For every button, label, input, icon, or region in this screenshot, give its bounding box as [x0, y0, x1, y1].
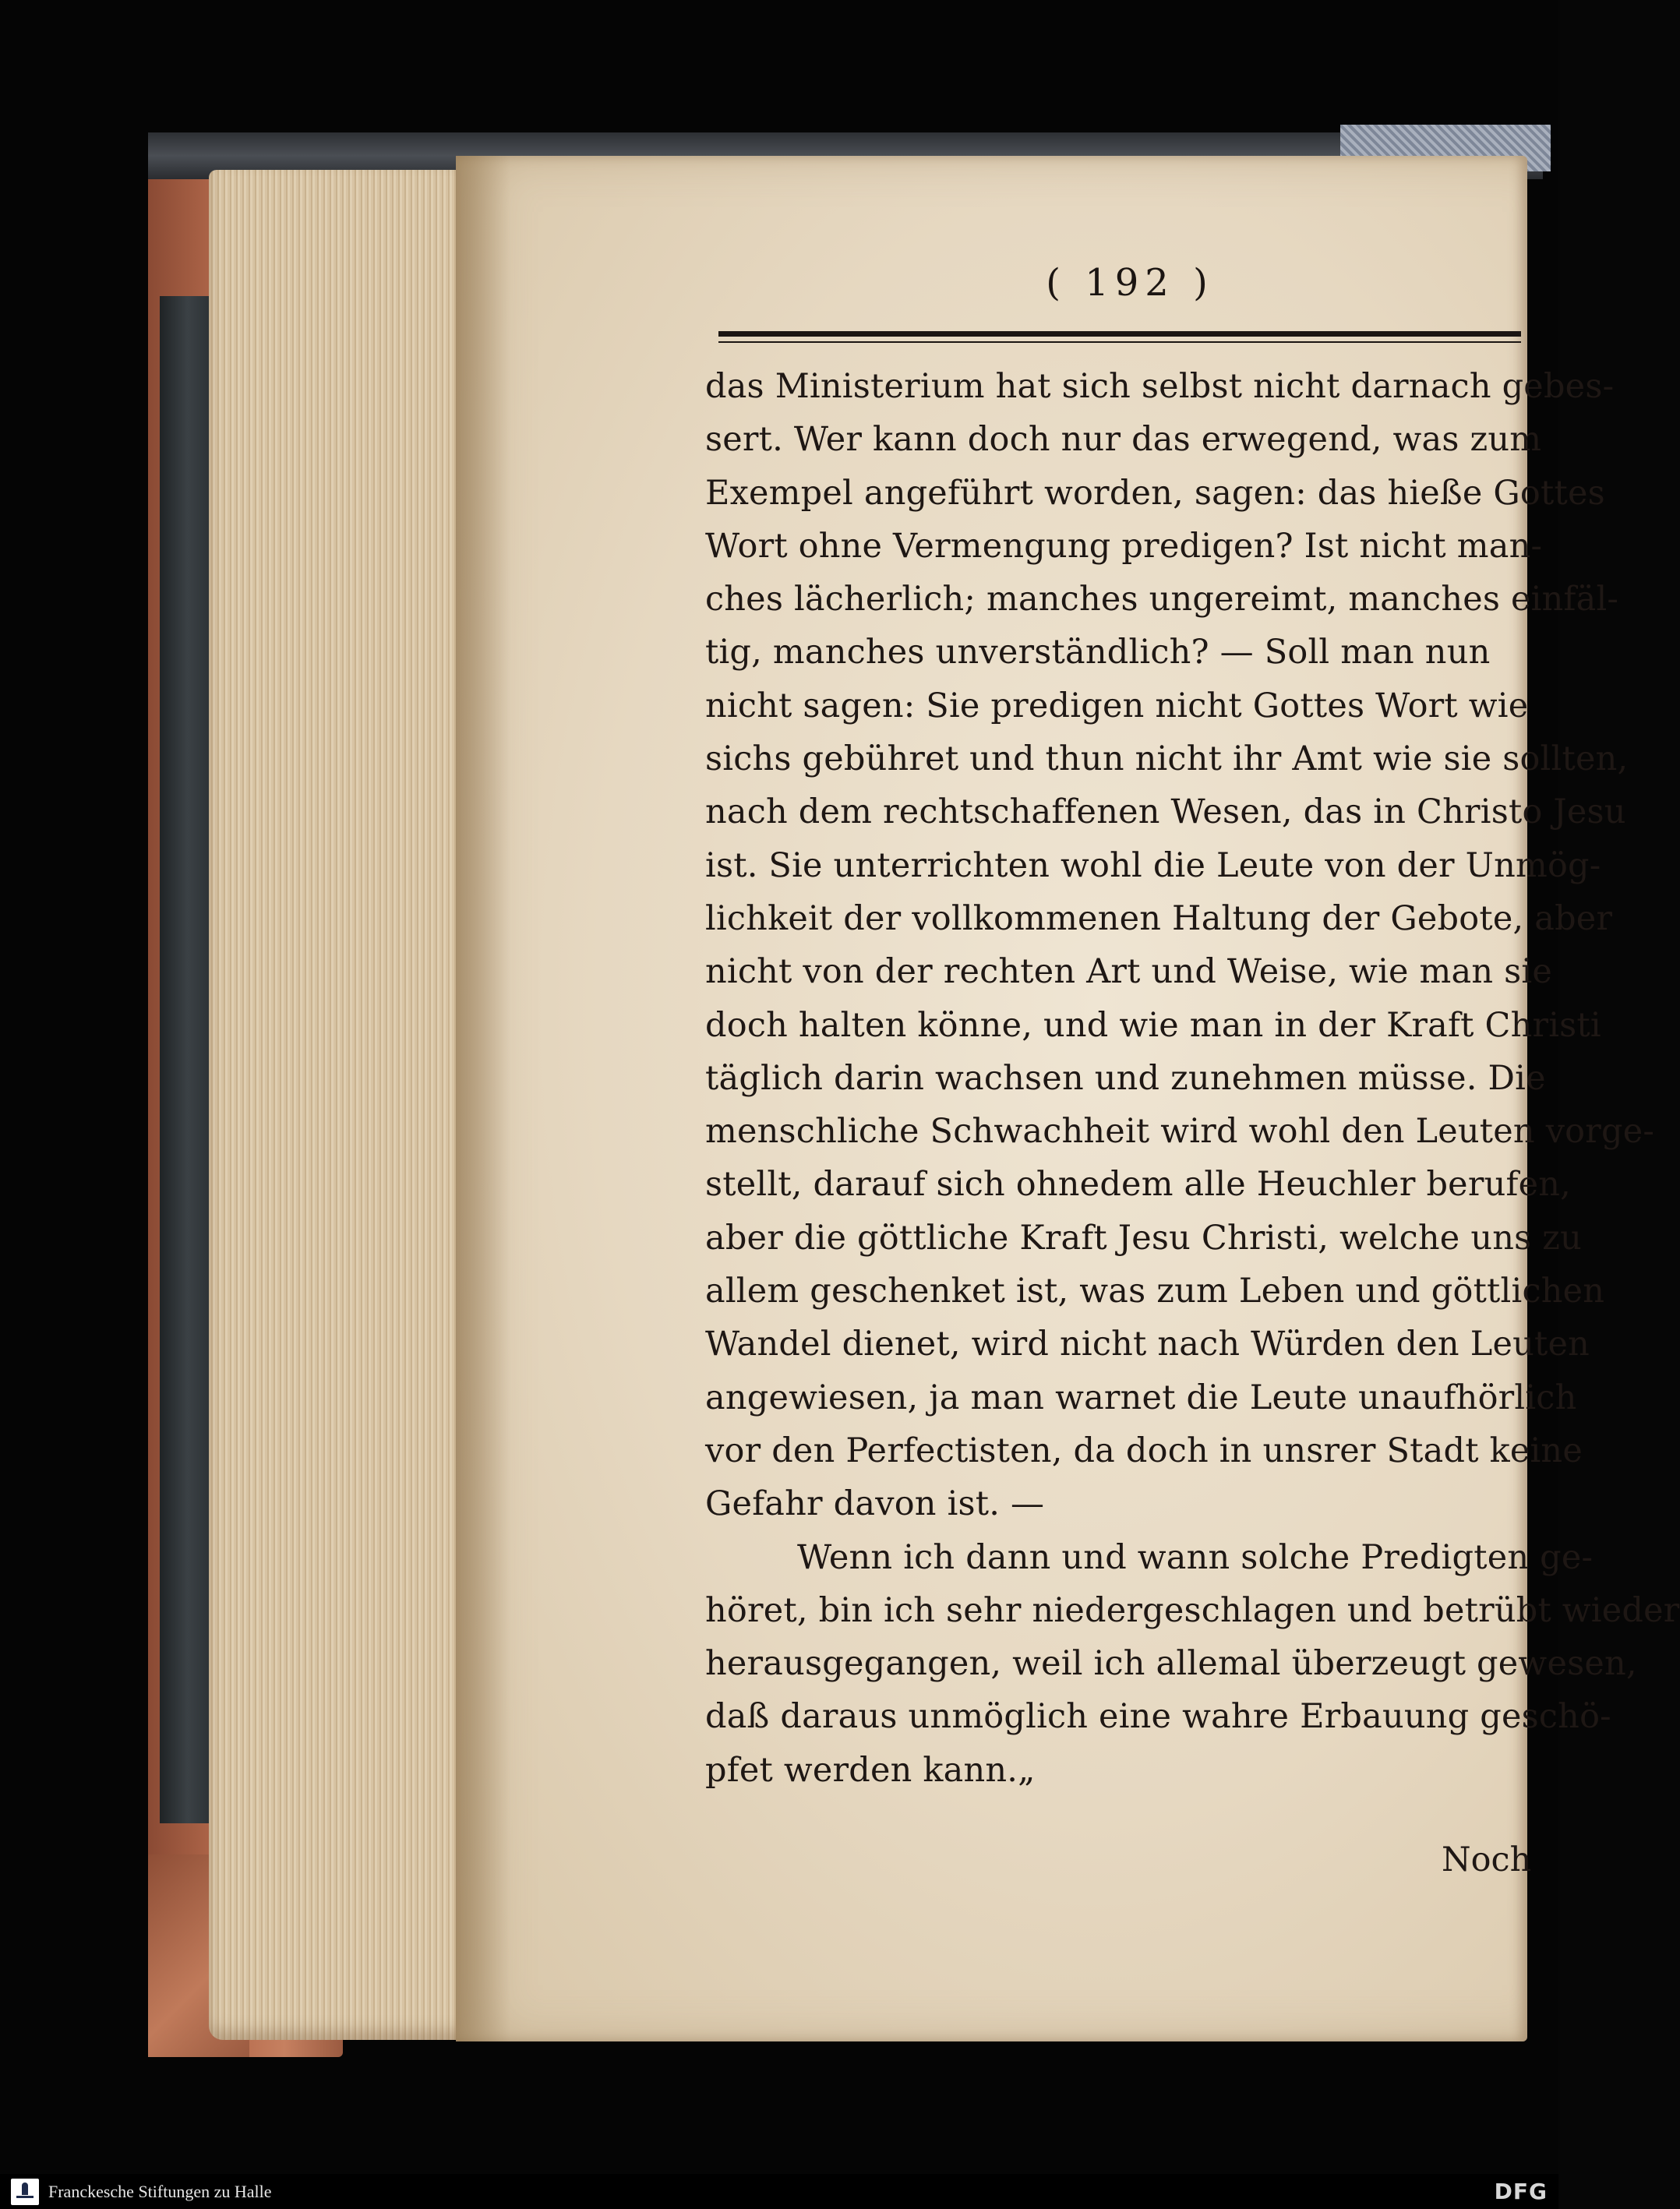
funder-logo: DFG: [1494, 2179, 1548, 2204]
text-line: herausgegangen, weil ich allemal überzeugt gewesen,: [705, 1644, 1637, 1684]
text-line: Exempel angeführt worden, sagen: das hieße Gottes: [705, 473, 1605, 513]
footer-bar: [0, 2174, 1558, 2209]
institution-logo-icon: [11, 2179, 39, 2205]
page-block-edge: [209, 170, 474, 2040]
text-line: nach dem rechtschaffenen Wesen, das in Christo Jesu: [705, 792, 1626, 832]
body-text: [705, 360, 1680, 1797]
text-line: vor den Perfectisten, da doch in unsrer Stadt keine: [705, 1431, 1583, 1470]
gutter-shadow: [456, 156, 510, 2041]
text-line: daß daraus unmöglich eine wahre Erbauung geschö-: [705, 1697, 1611, 1737]
header-rule-thin: [718, 341, 1521, 343]
institution-name: Franckesche Stiftungen zu Halle: [48, 2182, 272, 2201]
text-line: nicht von der rechten Art und Weise, wie man sie: [705, 952, 1552, 992]
text-line: aber die göttliche Kraft Jesu Christi, welche uns zu: [705, 1218, 1582, 1258]
text-line: stellt, darauf sich ohnedem alle Heuchler berufen,: [705, 1165, 1571, 1205]
text-line: sert. Wer kann doch nur das erwegend, was zum: [705, 420, 1542, 460]
header-rule: [718, 331, 1521, 337]
text-line: sichs gebühret und thun nicht ihr Amt wie sie sollten,: [705, 739, 1629, 779]
text-line: täglich darin wachsen und zunehmen müsse. Die: [705, 1058, 1546, 1098]
text-line: Wenn ich dann und wann solche Predigten ge-: [797, 1537, 1594, 1577]
text-line: menschliche Schwachheit wird wohl den Leuten vorge-: [705, 1112, 1655, 1152]
text-line: Wandel dienet, wird nicht nach Würden den Leuten: [705, 1325, 1590, 1364]
text-line: ist. Sie unterrichten wohl die Leute von der Unmög-: [705, 845, 1601, 885]
text-line: das Ministerium hat sich selbst nicht darnach gebes-: [705, 367, 1615, 406]
text-line: doch halten könne, und wie man in der Kraft Christi: [705, 1005, 1601, 1045]
text-line: ches lächerlich; manches ungereimt, manches einfäl-: [705, 580, 1619, 619]
text-line: lichkeit der vollkommenen Haltung der Gebote, aber: [705, 898, 1613, 938]
text-line: pfet werden kann.„: [705, 1750, 1036, 1790]
text-line: angewiesen, ja man warnet die Leute unaufhörlich: [705, 1378, 1577, 1417]
text-line: tig, manches unverständlich? — Soll man nun: [705, 633, 1491, 672]
page-number: ( 192 ): [1046, 261, 1214, 305]
text-line: Gefahr davon ist. —: [705, 1484, 1045, 1524]
text-line: nicht sagen: Sie predigen nicht Gottes Wort wie: [705, 686, 1529, 725]
text-line: höret, bin ich sehr niedergeschlagen und betrübt wieder: [705, 1590, 1680, 1630]
text-line: Wort ohne Vermengung predigen? Ist nicht man-: [705, 526, 1543, 566]
catchword: Noch: [1442, 1840, 1532, 1879]
text-line: allem geschenket ist, was zum Leben und göttlichen: [705, 1272, 1605, 1311]
